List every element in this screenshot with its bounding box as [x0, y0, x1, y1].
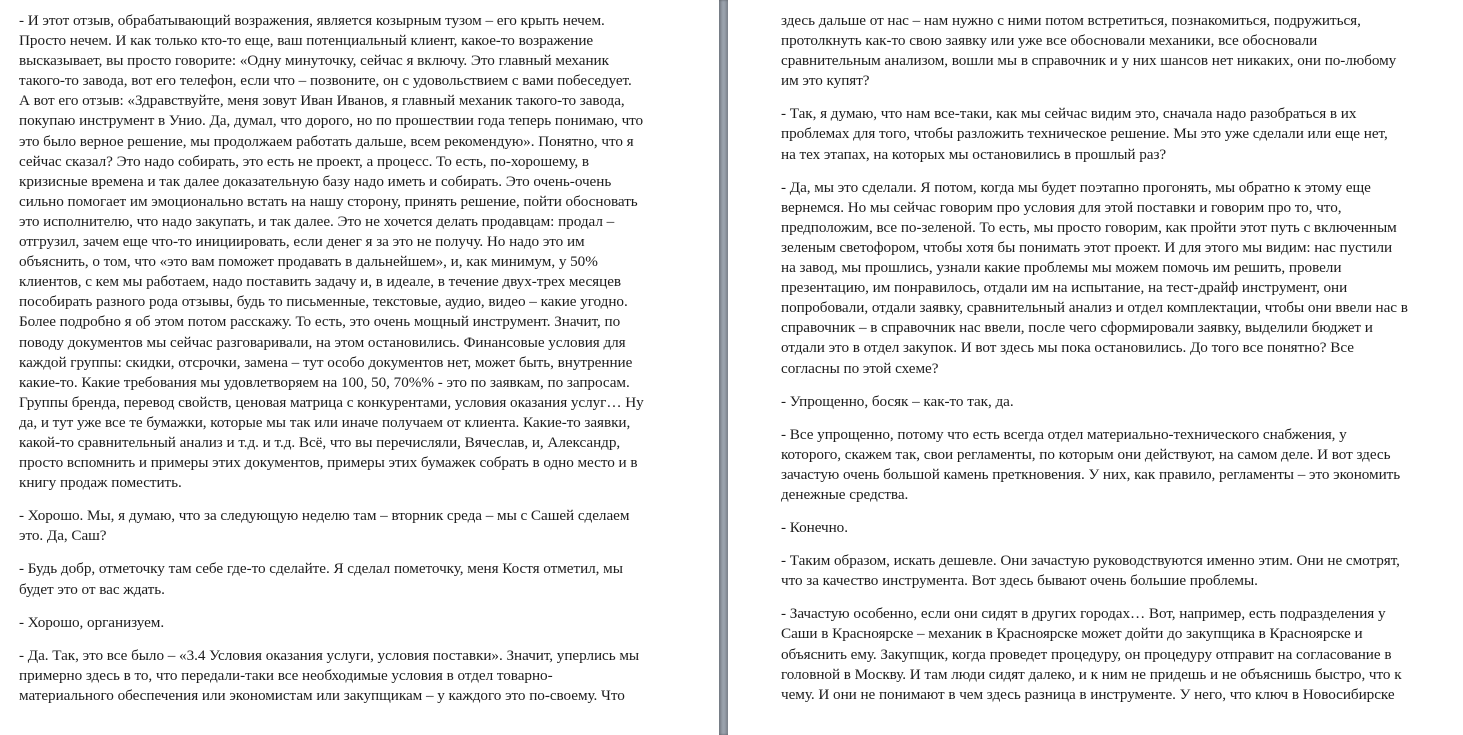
text-line: - Хорошо, организуем.: [19, 613, 165, 631]
text-line: - Да, мы это сделали. Я потом, когда мы будет поэтапно прогонять, мы обратно к этому еще: [781, 178, 1371, 196]
paragraph-gap: [781, 379, 1461, 392]
text-line: которого, скажем так, свои регламенты, по которым они действуют, на самом деле. И вот здесь: [781, 445, 1391, 463]
text-line: объяснить ему. Закупщик, когда проведет процедуру, он процедуру отправит на согласование в: [781, 645, 1392, 663]
paragraph: [781, 425, 1461, 505]
text-line: сравнительным анализом, вошли мы в справочник и у них шансов нет никаких, они по-любому: [781, 52, 1397, 70]
paragraph-gap: [781, 165, 1461, 178]
text-line: - Так, я думаю, что нам все-таки, как мы сейчас видим это, сначала надо разобраться в их: [781, 105, 1357, 123]
paragraph-gap: [781, 412, 1461, 425]
paragraph: [781, 11, 1461, 91]
paragraph: [781, 518, 1461, 538]
text-line: Просто нечем. И как только кто-то еще, ваш потенциальный клиент, какое-то возражение: [19, 32, 594, 50]
text-line: на тех этапах, на которых мы остановились в прошлый раз?: [781, 145, 1167, 163]
text-line: просто вспомнить и примеры этих документов, примеры этих бумажек собрать в одно место и в: [19, 454, 638, 472]
text-line: да, и тут уже все те бумажки, которые мы так или иначе получаем от клиента. Какие-то заявки,: [19, 413, 631, 431]
text-line: протолкнуть как-то свою заявку или уже все обосновали механики, все обосновали: [781, 32, 1318, 50]
text-line: - Будь добр, отметочку там себе где-то сделайте. Я сделал пометочку, меня Костя отметил, мы: [19, 560, 623, 578]
text-line: вернемся. Но мы сейчас говорим про условия для этой поставки и говорим про то, что,: [781, 198, 1342, 216]
text-line: покупаю инструмент в Унио. Да, думал, что дорого, но по прошествии года теперь понимаю, что: [19, 112, 644, 130]
paragraph: [19, 559, 699, 599]
text-line: согласны по этой схеме?: [781, 359, 939, 377]
paragraph: [781, 604, 1461, 704]
text-line: - Да. Так, это все было – «3.4 Условия оказания услуги, условия поставки». Значит, уперлись мы: [19, 646, 640, 664]
text-line: Более подробно я об этом потом расскажу. То есть, это очень мощный инструмент. Значит, по: [19, 313, 621, 331]
paragraph-gap: [781, 91, 1461, 104]
text-line: примерно здесь в то, что передали-таки все необходимые условия в отдел товарно-: [19, 666, 553, 684]
paragraph: [19, 506, 699, 546]
text-line: зеленым светофором, чтобы хотя бы понимать этот проект. И для этого мы видим: нас пустили: [781, 238, 1393, 256]
text-line: - Таким образом, искать дешевле. Они зачастую руководствуются именно этим. Они не смотрят,: [781, 552, 1400, 570]
text-line: отгрузил, зачем еще что-то инициировать, если денег я за это не получу. Но надо это им: [19, 233, 585, 251]
paragraph: [19, 613, 699, 633]
text-line: Саши в Красноярске – механик в Красноярске может дойти до закупщика в Красноярске и: [781, 625, 1363, 643]
text-line: будет это от вас ждать.: [19, 580, 165, 598]
text-line: Группы бренда, перевод свойств, ценовая матрица с конкурентами, условия оказания услуг… Ну: [19, 393, 644, 411]
right-page-text: [781, 11, 1461, 705]
paragraph-gap: [781, 505, 1461, 518]
paragraph: [781, 104, 1461, 164]
text-line: такого-то завода, вот его телефон, если что – позвоните, он с удовольствием с вами побеседует.: [19, 72, 632, 90]
right-page: [728, 0, 1463, 735]
text-line: на завод, мы прошлись, узнали какие проблемы мы можем помочь им решить, провели: [781, 259, 1342, 277]
text-line: предположим, все по-зеленой. То есть, мы просто говорим, как пройти этот путь с включенным: [781, 218, 1397, 236]
text-line: сейчас сказал? Это надо собирать, это есть не проект, а процесс. То есть, по-хорошему, в: [19, 152, 589, 170]
text-line: - Зачастую особенно, если они сидят в других городах… Вот, например, есть подразделения у: [781, 605, 1386, 623]
text-line: отдали это в отдел закупок. И вот здесь мы пока остановились. До того все понятно? Все: [781, 339, 1354, 357]
left-page: [0, 0, 719, 735]
text-line: здесь дальше от нас – нам нужно с ними потом встретиться, познакомиться, подружиться,: [781, 12, 1361, 29]
text-line: - Упрощенно, босяк – как-то так, да.: [781, 392, 1014, 410]
text-line: высказывает, вы просто говорите: «Одну минуточку, сейчас я включу. Это главный механик: [19, 52, 609, 70]
text-line: - Все упрощенно, потому что есть всегда отдел материально-технического снабжения, у: [781, 425, 1347, 443]
text-line: это было верное решение, мы продолжаем работать дальше, всем рекомендую». Понятно, что я: [19, 132, 634, 150]
text-line: книгу продаж поместить.: [19, 474, 182, 492]
text-line: кризисные времена и так далее доказательную базу надо иметь и собирать. Это очень-очень: [19, 172, 612, 190]
text-line: это. Да, Саш?: [19, 527, 107, 545]
paragraph-gap: [19, 493, 699, 506]
text-line: - Хорошо. Мы, я думаю, что за следующую неделю там – вторник среда – мы с Сашей сделаем: [19, 507, 630, 525]
text-line: клиентов, с кем мы работаем, надо поставить задачу и, в идеале, в течение двух-трех месяцев: [19, 273, 622, 291]
text-line: справочник – в справочник нас ввели, после чего сформировали заявку, выделили бюджет и: [781, 319, 1373, 337]
text-line: А вот его отзыв: «Здравствуйте, меня зовут Иван Иванов, я главный механик такого-то завода,: [19, 92, 625, 110]
paragraph-gap: [19, 633, 699, 646]
text-line: каждой группы: скидки, отсрочки, замена – тут особо документов нет, может быть, внутренние: [19, 353, 633, 371]
text-line: сильно помогает им эмоционально встать на нашу сторону, принять решение, пойти обосновать: [19, 192, 638, 210]
text-line: денежные средства.: [781, 485, 909, 503]
text-line: зачастую очень большой камень преткновения. У них, как правило, регламенты – это экономить: [781, 465, 1401, 483]
text-line: головной в Москву. И там люди сидят далеко, и к ним не придешь и не объяснишь быстро, что к: [781, 665, 1402, 683]
text-line: - И этот отзыв, обрабатывающий возражения, является козырным тузом – его крыть нечем.: [19, 12, 605, 29]
text-line: - Конечно.: [781, 519, 848, 537]
text-line: проблемах для того, чтобы разложить техническое решение. Мы это уже сделали или еще нет,: [781, 125, 1388, 143]
text-line: это исполнителю, что надо закупать, и так далее. Это не хочется делать продавцам: продал –: [19, 212, 615, 230]
text-line: пособирать разного рода отзывы, будь то письменные, текстовые, аудио, видео – какие угодно.: [19, 293, 628, 311]
text-line: объяснить, о том, что «это вам поможет продавать в дальнейшем», и, как минимум, у 50%: [19, 253, 598, 271]
text-line: презентацию, им понравилось, отдали им на испытание, на тест-драйф инструмент, они: [781, 279, 1348, 297]
text-line: что за качество инструмента. Вот здесь бывают очень большие проблемы.: [781, 572, 1258, 590]
text-line: какой-то сравнительный анализ и т.д. и т.д. Всё, что вы перечисляли, Вячеслав, и, Александр,: [19, 433, 621, 451]
text-line: поводу документов мы сейчас разговаривали, на этом остановились. Финансовые условия для: [19, 333, 626, 351]
text-line: попробовали, отдали заявку, сравнительный анализ и отдел комплектации, чтобы они ввели нас в: [781, 299, 1408, 317]
paragraph-gap: [781, 538, 1461, 551]
text-line: материального обеспечения или экономистам или закупщикам – у каждого это по-своему. Что: [19, 686, 625, 704]
paragraph: [781, 551, 1461, 591]
paragraph: [781, 392, 1461, 412]
paragraph: [19, 11, 699, 493]
paragraph: [19, 646, 699, 706]
page-separator: [719, 0, 728, 735]
text-line: им это купят?: [781, 72, 870, 90]
paragraph-gap: [19, 546, 699, 559]
paragraph-gap: [781, 591, 1461, 604]
text-line: чему. И они не понимают в чем здесь разница в инструменте. У него, что ключ в Новосибирске: [781, 685, 1395, 703]
text-line: какие-то. Какие требования мы удовлетворяем на 100, 50, 70%% - это по заявкам, по запросам.: [19, 373, 630, 391]
paragraph-gap: [19, 600, 699, 613]
left-page-text: [19, 11, 699, 706]
paragraph: [781, 178, 1461, 379]
